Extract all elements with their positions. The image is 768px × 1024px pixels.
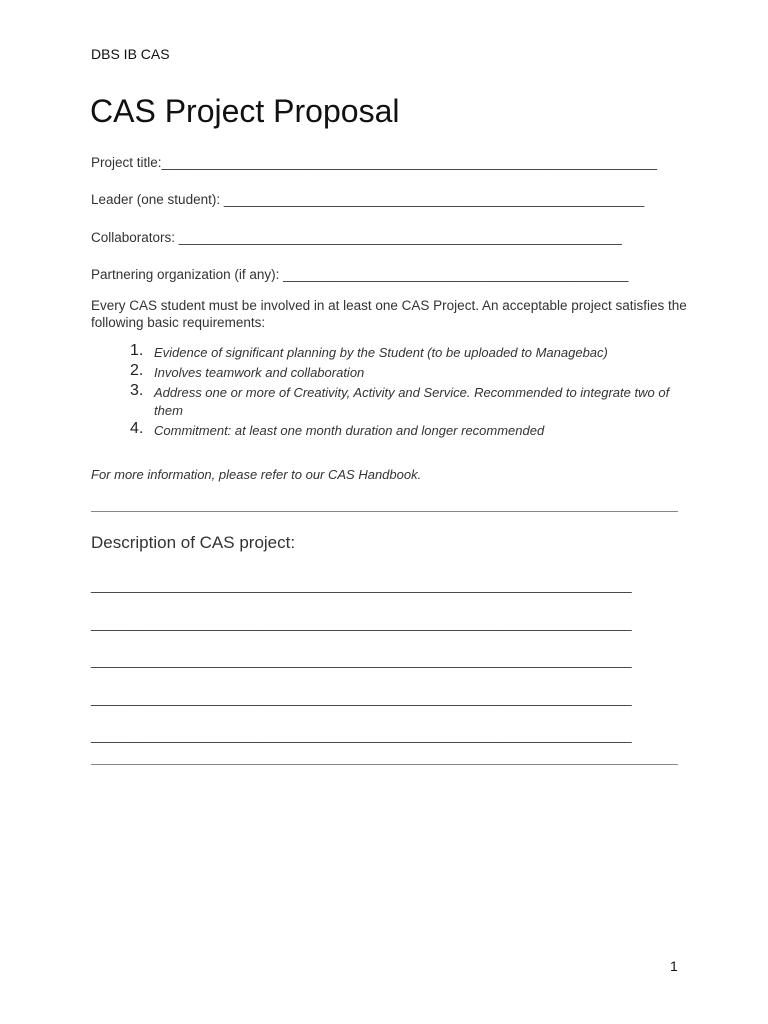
list-number: 3.	[130, 382, 144, 399]
list-item	[130, 422, 670, 440]
list-number: 2.	[130, 362, 144, 379]
list-number: 4.	[130, 420, 144, 437]
list-item	[130, 344, 670, 362]
list-number: 1.	[130, 342, 144, 359]
collaborators-field[interactable]: Collaborators: ___________________________________________________________	[91, 230, 622, 245]
page-title: CAS Project Proposal	[90, 93, 400, 129]
section-divider	[91, 764, 678, 765]
description-line[interactable]: ________________________________________________________________________	[91, 578, 632, 593]
list-item-text: Evidence of significant planning by the Student (to be uploaded to Managebac)	[154, 345, 608, 360]
list-item	[130, 364, 670, 382]
more-info-note: For more information, please refer to our CAS Handbook.	[91, 467, 422, 482]
description-line[interactable]: ________________________________________________________________________	[91, 691, 632, 706]
section-divider	[91, 511, 678, 512]
intro-paragraph: Every CAS student must be involved in at least one CAS Project. An acceptable project satisfies the following basic requirements:	[91, 298, 687, 330]
leader-field[interactable]: Leader (one student): ________________________________________________________	[91, 192, 645, 207]
partnering-organization-field[interactable]: Partnering organization (if any): ______________________________________________	[91, 267, 629, 282]
description-line[interactable]: ________________________________________________________________________	[91, 616, 632, 631]
project-title-field[interactable]: Project title:__________________________________________________________________	[91, 155, 658, 170]
page-number: 1	[670, 958, 678, 974]
description-line[interactable]: ________________________________________________________________________	[91, 728, 632, 743]
list-item-text: Commitment: at least one month duration and longer recommended	[154, 423, 545, 438]
list-item-text: Address one or more of Creativity, Activity and Service. Recommended to integrate two of them	[154, 385, 670, 418]
list-item-text: Involves teamwork and collaboration	[154, 365, 365, 380]
list-item	[130, 384, 670, 420]
description-line[interactable]: ________________________________________________________________________	[91, 653, 632, 668]
requirements-list	[130, 344, 670, 440]
document-header: DBS IB CAS	[91, 46, 170, 62]
description-heading: Description of CAS project:	[91, 533, 296, 552]
